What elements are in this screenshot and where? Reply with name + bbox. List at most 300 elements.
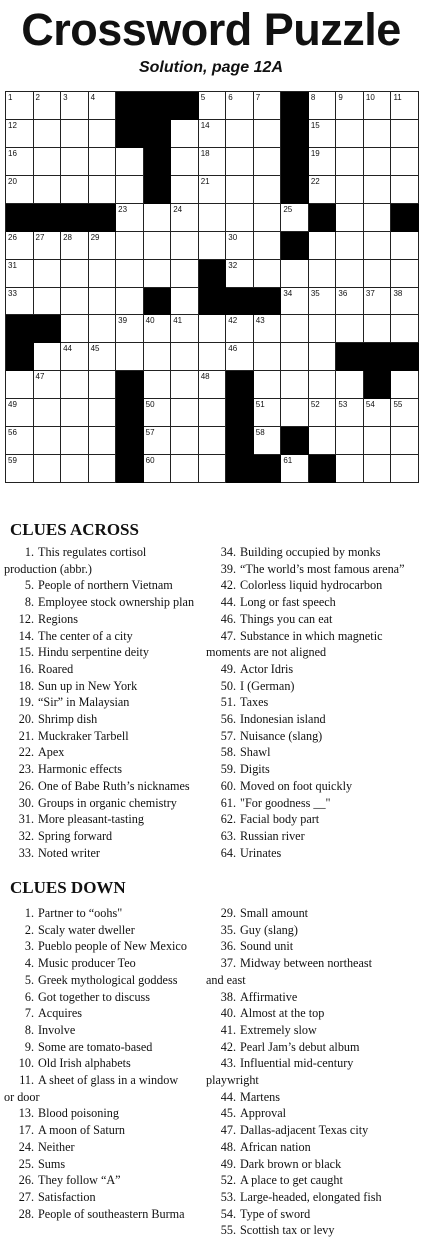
clue-text: Small amount [240, 906, 309, 920]
cell-number: 39 [118, 316, 128, 326]
clue-item [206, 778, 422, 795]
grid-cell[interactable] [6, 92, 34, 120]
grid-cell[interactable] [336, 455, 364, 483]
grid-cell[interactable] [199, 176, 227, 204]
clue-item [4, 811, 216, 828]
grid-cell[interactable] [199, 120, 227, 148]
clue-text: Harmonic effects [38, 762, 123, 777]
grid-cell[interactable] [226, 343, 254, 371]
grid-cell[interactable] [226, 260, 254, 288]
grid-cell[interactable] [116, 148, 144, 176]
cell-number: 26 [8, 232, 17, 242]
grid-cell[interactable] [199, 232, 227, 260]
clue-item [4, 577, 216, 594]
grid-cell[interactable] [364, 92, 392, 120]
clue-number: 49. [220, 661, 236, 676]
grid-block [6, 343, 34, 371]
grid-cell[interactable] [34, 427, 62, 455]
grid-cell[interactable] [391, 371, 419, 399]
grid-cell[interactable] [61, 455, 89, 483]
grid-cell[interactable] [6, 260, 34, 288]
grid-cell[interactable] [254, 427, 282, 455]
grid-cell[interactable] [364, 455, 392, 483]
grid-cell[interactable] [391, 455, 419, 483]
grid-cell[interactable] [116, 176, 144, 204]
grid-cell[interactable] [336, 232, 364, 260]
clue-number: 8. [24, 1022, 34, 1037]
grid-cell[interactable] [364, 148, 392, 176]
clue-text: A sheet of glass in a window [38, 1073, 179, 1088]
grid-cell[interactable] [171, 399, 199, 427]
grid-cell[interactable] [6, 455, 34, 483]
grid-cell[interactable] [226, 92, 254, 120]
clue-item [206, 1172, 422, 1189]
grid-cell[interactable] [281, 315, 309, 343]
grid-cell[interactable] [6, 399, 34, 427]
clue-number: 32. [18, 828, 34, 843]
clue-text: Actor Idris [240, 661, 294, 676]
grid-cell[interactable] [171, 288, 199, 316]
clue-item [4, 1005, 216, 1022]
cell-number: 33 [8, 288, 17, 298]
grid-cell[interactable] [89, 176, 117, 204]
grid-cell[interactable] [364, 204, 392, 232]
clues-down-left-column [4, 905, 216, 1222]
grid-block [116, 92, 144, 120]
grid-cell[interactable] [254, 176, 282, 204]
grid-cell[interactable] [226, 232, 254, 260]
grid-cell[interactable] [364, 399, 392, 427]
clue-number: 47. [220, 628, 236, 643]
grid-cell[interactable] [61, 315, 89, 343]
clue-text: Building occupied by monks [240, 545, 381, 559]
grid-cell[interactable] [61, 92, 89, 120]
clue-number: 6. [24, 989, 34, 1004]
clue-text: Indonesian island [240, 712, 326, 727]
grid-cell[interactable] [364, 315, 392, 343]
grid-cell[interactable] [89, 148, 117, 176]
grid-cell[interactable] [34, 232, 62, 260]
clue-item [206, 577, 422, 594]
grid-cell[interactable] [254, 315, 282, 343]
grid-cell[interactable] [391, 120, 419, 148]
grid-cell[interactable] [336, 260, 364, 288]
grid-cell[interactable] [61, 232, 89, 260]
grid-cell[interactable] [34, 260, 62, 288]
cell-number: 20 [8, 176, 17, 186]
grid-cell[interactable] [336, 176, 364, 204]
grid-block [144, 288, 172, 316]
grid-cell[interactable] [34, 176, 62, 204]
grid-cell[interactable] [281, 455, 309, 483]
grid-cell[interactable] [309, 260, 337, 288]
clue-number: 2. [24, 922, 34, 937]
grid-cell[interactable] [89, 120, 117, 148]
grid-cell[interactable] [199, 343, 227, 371]
grid-cell[interactable] [391, 399, 419, 427]
grid-cell[interactable] [254, 260, 282, 288]
clue-text: Groups in organic chemistry [38, 795, 177, 810]
grid-cell[interactable] [171, 204, 199, 232]
grid-cell[interactable] [199, 204, 227, 232]
grid-cell[interactable] [144, 343, 172, 371]
clue-item [4, 845, 216, 862]
grid-cell[interactable] [199, 427, 227, 455]
grid-block [199, 260, 227, 288]
grid-cell[interactable] [171, 455, 199, 483]
clue-text: Colorless liquid hydrocarbon [240, 578, 383, 593]
clue-text: Got together to discuss [38, 989, 151, 1004]
clue-text: Taxes [240, 695, 269, 710]
grid-cell[interactable] [391, 260, 419, 288]
grid-cell[interactable] [391, 288, 419, 316]
clue-number: 51. [220, 695, 236, 710]
grid-cell[interactable] [364, 427, 392, 455]
clue-number: 20. [18, 712, 34, 727]
clue-item [4, 644, 216, 661]
grid-cell[interactable] [309, 176, 337, 204]
clue-item [4, 694, 216, 711]
grid-cell[interactable] [336, 371, 364, 399]
clue-number: 61. [220, 795, 236, 810]
grid-cell[interactable] [254, 120, 282, 148]
clue-number: 21. [18, 728, 34, 743]
clue-item [4, 611, 216, 628]
grid-cell[interactable] [364, 176, 392, 204]
grid-cell[interactable] [309, 288, 337, 316]
clue-text: Muckraker Tarbell [38, 728, 129, 743]
grid-cell[interactable] [61, 399, 89, 427]
clue-number: 12. [18, 611, 34, 626]
grid-cell[interactable] [336, 204, 364, 232]
grid-cell[interactable] [309, 92, 337, 120]
clue-item [206, 1089, 422, 1106]
grid-cell[interactable] [309, 399, 337, 427]
grid-block [144, 148, 172, 176]
grid-cell[interactable] [391, 315, 419, 343]
clue-item [206, 678, 422, 695]
grid-cell[interactable] [281, 260, 309, 288]
clue-item [206, 728, 422, 745]
grid-block [116, 427, 144, 455]
clue-number: 42. [220, 578, 236, 593]
grid-cell[interactable] [199, 92, 227, 120]
grid-cell[interactable] [336, 315, 364, 343]
grid-cell[interactable] [171, 343, 199, 371]
clue-item [206, 694, 422, 711]
clue-item [206, 1005, 422, 1022]
grid-cell[interactable] [61, 176, 89, 204]
grid-cell[interactable] [116, 260, 144, 288]
cell-number: 5 [200, 93, 206, 102]
grid-cell[interactable] [89, 260, 117, 288]
cell-number: 58 [255, 428, 265, 438]
grid-cell[interactable] [254, 204, 282, 232]
clue-number: 54. [220, 1206, 236, 1221]
grid-cell[interactable] [281, 371, 309, 399]
clue-item [206, 795, 422, 812]
grid-cell[interactable] [309, 148, 337, 176]
cell-number: 51 [255, 400, 265, 410]
grid-block [116, 399, 144, 427]
grid-cell[interactable] [391, 92, 419, 120]
grid-cell[interactable] [309, 315, 337, 343]
clue-number: 46. [220, 611, 236, 626]
grid-cell[interactable] [226, 120, 254, 148]
clue-item [206, 1122, 422, 1139]
cell-number: 7 [255, 93, 261, 102]
grid-cell[interactable] [89, 399, 117, 427]
grid-cell[interactable] [89, 343, 117, 371]
grid-block [89, 204, 117, 232]
grid-cell[interactable] [34, 92, 62, 120]
grid-block [281, 120, 309, 148]
clue-text: Large-headed, elongated fish [240, 1189, 382, 1204]
clue-number: 29. [220, 906, 236, 920]
clue-text: Things you can eat [240, 611, 333, 626]
cell-number: 8 [310, 93, 316, 102]
clue-item [4, 678, 216, 695]
clue-text: Old Irish alphabets [38, 1056, 131, 1071]
clue-text: Dark brown or black [240, 1156, 342, 1171]
grid-cell[interactable] [391, 232, 419, 260]
grid-cell[interactable] [336, 92, 364, 120]
clue-text: The center of a city [38, 628, 133, 643]
grid-cell[interactable] [309, 120, 337, 148]
grid-cell[interactable] [34, 371, 62, 399]
clue-item [4, 922, 216, 939]
grid-cell[interactable] [364, 120, 392, 148]
clue-text: Substance in which magnetic [240, 628, 383, 643]
grid-block [364, 371, 392, 399]
clue-number: 52. [220, 1173, 236, 1188]
grid-cell[interactable] [89, 455, 117, 483]
grid-block [391, 204, 419, 232]
clue-number: 45. [220, 1106, 236, 1121]
clue-text: Urinates [240, 845, 282, 860]
grid-block [144, 120, 172, 148]
clue-text: Russian river [240, 828, 305, 843]
grid-cell[interactable] [336, 427, 364, 455]
grid-cell[interactable] [254, 92, 282, 120]
grid-cell[interactable] [171, 315, 199, 343]
grid-cell[interactable] [309, 343, 337, 371]
grid-block [364, 343, 392, 371]
grid-cell[interactable] [281, 288, 309, 316]
grid-cell[interactable] [116, 343, 144, 371]
grid-cell[interactable] [89, 427, 117, 455]
clue-item [206, 761, 422, 778]
grid-cell[interactable] [144, 427, 172, 455]
grid-cell[interactable] [171, 427, 199, 455]
clue-number: 55. [220, 1223, 236, 1238]
clue-text: “The world’s most famous arena” [240, 561, 405, 576]
clue-text-continued: and east [206, 972, 246, 987]
grid-cell[interactable] [364, 232, 392, 260]
clue-item [206, 1039, 422, 1056]
grid-cell[interactable] [6, 232, 34, 260]
clue-text: They follow “A” [38, 1173, 121, 1188]
grid-cell[interactable] [144, 399, 172, 427]
grid-cell[interactable] [171, 148, 199, 176]
clue-item [206, 938, 422, 955]
cell-number: 9 [338, 93, 343, 102]
clue-item [4, 1072, 216, 1105]
cell-number: 52 [310, 400, 320, 410]
grid-cell[interactable] [254, 343, 282, 371]
clue-text: People of northern Vietnam [38, 578, 173, 593]
grid-block [226, 455, 254, 483]
grid-cell[interactable] [226, 148, 254, 176]
clue-number: 62. [220, 812, 236, 827]
grid-block [309, 455, 337, 483]
grid-cell[interactable] [89, 315, 117, 343]
clue-number: 37. [220, 956, 236, 971]
grid-cell[interactable] [6, 371, 34, 399]
grid-cell[interactable] [34, 343, 62, 371]
grid-cell[interactable] [6, 176, 34, 204]
grid-cell[interactable] [391, 176, 419, 204]
clue-text: I (German) [240, 678, 295, 693]
grid-cell[interactable] [309, 427, 337, 455]
grid-block [144, 92, 172, 120]
clue-number: 50. [220, 678, 236, 693]
grid-cell[interactable] [171, 260, 199, 288]
grid-cell[interactable] [144, 204, 172, 232]
grid-block [281, 92, 309, 120]
grid-block [116, 455, 144, 483]
grid-cell[interactable] [116, 288, 144, 316]
clue-text: Approval [240, 1106, 287, 1121]
grid-cell[interactable] [171, 176, 199, 204]
clue-number: 14. [18, 628, 34, 643]
grid-cell[interactable] [336, 288, 364, 316]
clue-number: 11. [19, 1073, 34, 1088]
grid-cell[interactable] [61, 148, 89, 176]
grid-cell[interactable] [144, 371, 172, 399]
clue-number: 23. [18, 762, 34, 777]
clue-item [206, 611, 422, 628]
grid-cell[interactable] [61, 260, 89, 288]
grid-cell[interactable] [116, 315, 144, 343]
cell-number: 21 [200, 176, 210, 186]
grid-cell[interactable] [6, 288, 34, 316]
cell-number: 40 [145, 316, 155, 326]
grid-cell[interactable] [226, 176, 254, 204]
grid-cell[interactable] [391, 148, 419, 176]
grid-cell[interactable] [199, 148, 227, 176]
grid-cell[interactable] [61, 343, 89, 371]
grid-cell[interactable] [171, 371, 199, 399]
grid-cell[interactable] [34, 148, 62, 176]
grid-cell[interactable] [391, 427, 419, 455]
grid-cell[interactable] [254, 232, 282, 260]
grid-cell[interactable] [61, 120, 89, 148]
grid-cell[interactable] [336, 148, 364, 176]
grid-cell[interactable] [89, 92, 117, 120]
grid-cell[interactable] [144, 315, 172, 343]
clue-number: 44. [220, 1089, 236, 1104]
cell-number: 18 [200, 148, 210, 158]
cell-number: 54 [365, 400, 375, 410]
cell-number: 47 [35, 372, 45, 382]
cell-number: 55 [393, 400, 403, 410]
clue-text-continued: or door [4, 1089, 40, 1104]
clues-across-heading: CLUES ACROSS [10, 520, 139, 539]
grid-cell[interactable] [364, 288, 392, 316]
grid-cell[interactable] [89, 232, 117, 260]
grid-cell[interactable] [61, 288, 89, 316]
grid-cell[interactable] [144, 455, 172, 483]
grid-cell[interactable] [281, 204, 309, 232]
grid-cell[interactable] [336, 399, 364, 427]
grid-cell[interactable] [199, 455, 227, 483]
grid-cell[interactable] [254, 371, 282, 399]
cell-number: 34 [283, 288, 293, 298]
grid-cell[interactable] [199, 399, 227, 427]
grid-cell[interactable] [309, 232, 337, 260]
grid-cell[interactable] [171, 120, 199, 148]
grid-cell[interactable] [281, 399, 309, 427]
grid-cell[interactable] [254, 148, 282, 176]
grid-cell[interactable] [116, 204, 144, 232]
clue-number: 63. [220, 828, 236, 843]
grid-cell[interactable] [226, 315, 254, 343]
clue-item [4, 761, 216, 778]
cell-number: 57 [145, 428, 155, 438]
grid-cell[interactable] [89, 288, 117, 316]
grid-cell[interactable] [281, 343, 309, 371]
grid-cell[interactable] [6, 427, 34, 455]
grid-block [281, 232, 309, 260]
grid-cell[interactable] [199, 371, 227, 399]
cell-number: 31 [8, 260, 17, 270]
grid-cell[interactable] [171, 232, 199, 260]
grid-cell[interactable] [6, 120, 34, 148]
grid-cell[interactable] [254, 399, 282, 427]
clue-item [4, 828, 216, 845]
cell-number: 29 [90, 232, 100, 242]
grid-cell[interactable] [309, 371, 337, 399]
grid-cell[interactable] [144, 232, 172, 260]
clue-text: Pueblo people of New Mexico [38, 939, 187, 954]
cell-number: 37 [365, 288, 375, 298]
clue-item [206, 811, 422, 828]
cell-number: 48 [200, 372, 210, 382]
grid-cell[interactable] [199, 315, 227, 343]
clue-text: Moved on foot quickly [240, 778, 353, 793]
grid-cell[interactable] [61, 371, 89, 399]
grid-cell[interactable] [34, 455, 62, 483]
clue-text: Shawl [240, 745, 271, 760]
clue-text: Regions [38, 611, 78, 626]
grid-cell[interactable] [89, 371, 117, 399]
cell-number: 28 [63, 232, 72, 242]
grid-cell[interactable] [61, 427, 89, 455]
grid-cell[interactable] [34, 288, 62, 316]
grid-cell[interactable] [6, 148, 34, 176]
grid-cell[interactable] [226, 204, 254, 232]
grid-cell[interactable] [144, 260, 172, 288]
clue-text: African nation [240, 1139, 311, 1154]
grid-cell[interactable] [116, 232, 144, 260]
grid-cell[interactable] [336, 120, 364, 148]
grid-cell[interactable] [34, 399, 62, 427]
grid-cell[interactable] [364, 260, 392, 288]
clues-down-right-column [206, 905, 422, 1239]
grid-cell[interactable] [34, 120, 62, 148]
clue-item [4, 1122, 216, 1139]
